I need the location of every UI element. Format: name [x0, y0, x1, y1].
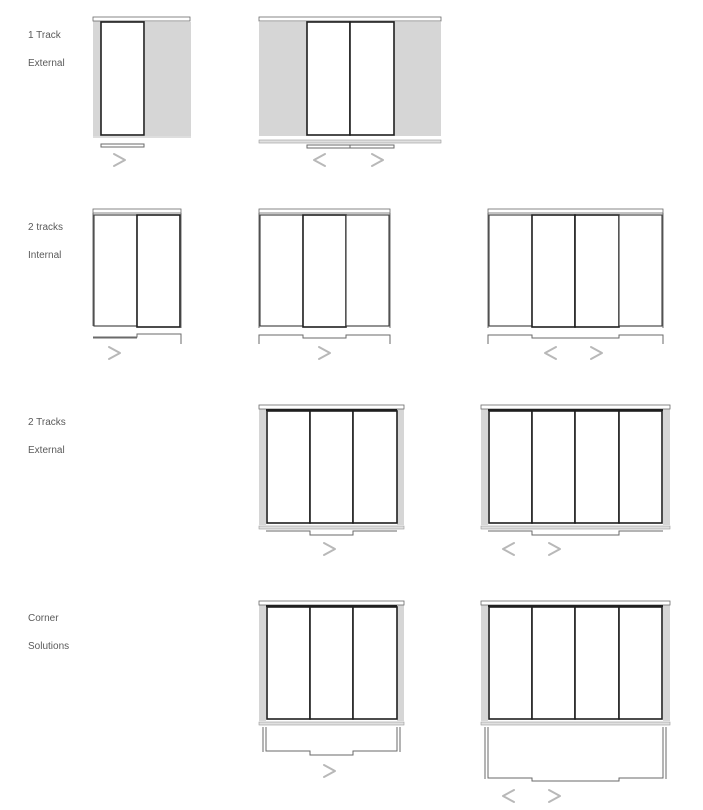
- door-panel-4: [619, 411, 662, 523]
- door-panel-left: [307, 22, 350, 135]
- chevron-right-icon: [372, 154, 383, 166]
- chevron-right-icon: [114, 154, 125, 166]
- row-label-corner-solutions: Corner Solutions: [28, 613, 70, 652]
- chevron-right-icon: [591, 347, 602, 359]
- top-track: [93, 209, 181, 213]
- wall-left: [481, 605, 488, 721]
- wall-right: [145, 22, 191, 136]
- door-panel-4: [619, 215, 662, 326]
- floor-plan: [488, 335, 663, 344]
- door-panel-3: [346, 215, 389, 326]
- chevron-left-icon: [503, 790, 514, 802]
- diagram-2-tracks-external-4-panels: [481, 405, 670, 555]
- door-panel-1: [260, 215, 303, 326]
- door-panel-3: [353, 607, 397, 719]
- door-panel-3: [575, 215, 619, 327]
- diagram-1-track-external-single: [93, 17, 191, 166]
- chevron-right-icon: [324, 765, 335, 777]
- top-track: [481, 601, 670, 605]
- door-panel-right: [350, 22, 394, 135]
- floor-plan: [266, 531, 397, 535]
- row-label-2-tracks-external: 2 Tracks External: [28, 417, 66, 456]
- floor-line: [481, 526, 670, 529]
- wall-left: [259, 409, 266, 525]
- floor-plan-panel-right: [350, 145, 394, 148]
- diagram-corner-solutions-4-panels: [481, 601, 670, 802]
- wall-right: [663, 409, 670, 525]
- door-panel-4: [619, 607, 662, 719]
- door-panel-2: [310, 607, 353, 719]
- floor-line: [259, 526, 404, 529]
- door-panel-3: [575, 411, 619, 523]
- wall-left: [481, 409, 488, 525]
- top-track: [259, 601, 404, 605]
- top-track: [488, 209, 663, 213]
- door-panel-2: [532, 215, 575, 327]
- floor-plan: [93, 334, 181, 344]
- door-panel-1: [489, 411, 532, 523]
- door-panel-2: [532, 411, 575, 523]
- wall-left: [259, 605, 266, 721]
- door-panel-2: [532, 607, 575, 719]
- door-panel-3: [575, 607, 619, 719]
- door-panel-2: [303, 215, 346, 327]
- chevron-right-icon: [319, 347, 330, 359]
- diagram-2-tracks-internal-4-panels: [488, 209, 663, 359]
- door-panel-2: [137, 215, 180, 327]
- floor-plan: [488, 531, 663, 535]
- chevron-left-icon: [545, 347, 556, 359]
- floor-plan: [259, 335, 390, 344]
- floor-plan: [266, 727, 397, 755]
- chevron-right-icon: [324, 543, 335, 555]
- door-panel-1: [94, 215, 137, 326]
- top-track: [481, 405, 670, 409]
- wall-right: [397, 605, 404, 721]
- door-panel-1: [267, 607, 310, 719]
- diagram-corner-solutions-3-panels: [259, 601, 404, 777]
- wall-right: [663, 605, 670, 721]
- row-label-2-tracks-internal: 2 tracks Internal: [28, 222, 64, 261]
- chevron-left-icon: [314, 154, 325, 166]
- wall-right: [397, 409, 404, 525]
- wall-left: [93, 18, 101, 136]
- top-track: [259, 209, 390, 213]
- top-track: [259, 17, 441, 21]
- door-panel-1: [267, 411, 310, 523]
- chevron-right-icon: [549, 790, 560, 802]
- diagram-2-tracks-internal-3-panels: [259, 209, 390, 359]
- floor-line: [481, 722, 670, 725]
- floor-plan-panel-left: [307, 145, 350, 148]
- chevron-right-icon: [109, 347, 120, 359]
- chevron-left-icon: [503, 543, 514, 555]
- top-track: [259, 405, 404, 409]
- door-panel-3: [353, 411, 397, 523]
- diagram-1-track-external-double: [259, 17, 441, 166]
- diagram-2-tracks-internal-2-panels: [93, 209, 181, 359]
- floor-plan-panel: [101, 144, 144, 147]
- wall-right: [394, 22, 441, 136]
- wall-left: [259, 22, 307, 136]
- chevron-right-icon: [549, 543, 560, 555]
- diagram-2-tracks-external-3-panels: [259, 405, 404, 555]
- row-label-1-track-external: 1 Track External: [28, 30, 65, 69]
- top-track: [93, 17, 190, 21]
- floor-line: [259, 722, 404, 725]
- door-panel-2: [310, 411, 353, 523]
- floor-plan: [488, 727, 663, 781]
- door-panel-1: [489, 215, 532, 326]
- door-panel: [101, 22, 144, 135]
- door-panel-1: [489, 607, 532, 719]
- floor-line: [259, 140, 441, 143]
